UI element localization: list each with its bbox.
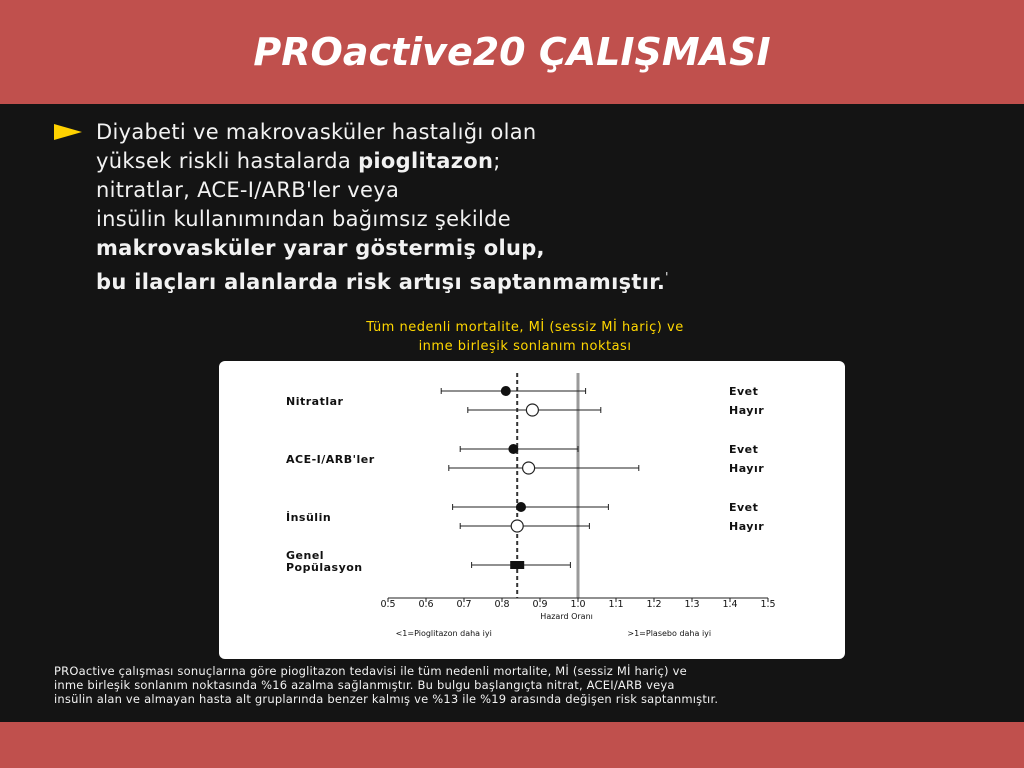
bullet-text (96, 118, 976, 297)
row-status-label: Evet (729, 501, 759, 514)
point-estimate (510, 561, 524, 569)
point-estimate (501, 386, 511, 396)
bullet-line-3: nitratlar, ACE-I/ARB'ler veya (96, 178, 400, 202)
x-tick-label: 0.8 (494, 599, 510, 610)
bullet-pioglitazon: pioglitazon (358, 149, 494, 173)
bullet-line-2: yüksek riskli hastalarda pioglitazon; (96, 149, 501, 173)
favor-left-label: <1=Pioglitazon daha iyi (395, 629, 492, 638)
footnote-line-2: inme birleşik sonlanım noktasında %16 azalma sağlanmıştır. Bu bulgu başlangıçta nitrat, ACEI/ARB veya (54, 678, 675, 692)
footnote-line-1: PROactive çalışması sonuçlarına göre pioglitazon tedavisi ile tüm nedenli mortalite, Mİ (sessiz Mİ hariç) ve (54, 664, 687, 678)
x-tick-label: 1.5 (760, 599, 776, 610)
group-label: Genel (286, 549, 325, 562)
favor-right-label: >1=Plasebo daha iyi (627, 629, 712, 638)
group-label: Popülasyon (286, 561, 363, 574)
row-status-label: Hayır (729, 520, 765, 533)
row-status-label: Hayır (729, 404, 765, 417)
bullet-line-6: bu ilaçları alanlarda risk artışı saptanmamıştır.' (96, 270, 669, 294)
bullet-line-1: Diyabeti ve makrovasküler hastalığı olan (96, 120, 537, 144)
x-tick-label: 0.7 (456, 599, 472, 610)
x-tick-label: 1.3 (684, 599, 700, 610)
chart-title (220, 318, 830, 356)
x-tick-label: 1.0 (570, 599, 586, 610)
group-label: Nitratlar (286, 395, 344, 408)
point-estimate (511, 520, 523, 532)
forest-plot-panel (219, 361, 845, 659)
footnote (54, 664, 1014, 706)
footnote-line-3: insülin alan ve almayan hasta alt gruplarında benzer kalmış ve %13 ile %19 arasında değişen risk saptanmıştır. (54, 692, 719, 706)
group-label: İnsülin (286, 511, 332, 524)
x-tick-label: 0.6 (418, 599, 434, 610)
point-estimate (526, 404, 538, 416)
row-status-label: Evet (729, 385, 759, 398)
point-estimate (516, 502, 526, 512)
point-estimate (508, 444, 518, 454)
row-status-label: Evet (729, 443, 759, 456)
bullet-line-4: insülin kullanımından bağımsız şekilde (96, 207, 511, 231)
x-tick-label: 1.2 (646, 599, 662, 610)
x-tick-label: 1.1 (608, 599, 624, 610)
x-tick-label: 0.9 (532, 599, 548, 610)
x-axis-label: Hazard Oranı (540, 612, 593, 621)
group-label: ACE-I/ARB'ler (286, 453, 375, 466)
chart-title-line-1: Tüm nedenli mortalite, Mİ (sessiz Mİ hariç) ve (366, 320, 684, 335)
x-tick-label: 0.5 (380, 599, 396, 610)
footer-bar (0, 722, 1024, 768)
x-tick-label: 1.4 (722, 599, 738, 610)
slide-title: PROactive20 ÇALIŞMASI (253, 30, 771, 74)
point-estimate (523, 462, 535, 474)
chart-title-line-2: inme birleşik sonlanım noktası (418, 339, 632, 354)
bullet-line-5: makrovasküler yarar göstermiş olup, (96, 236, 545, 260)
forest-plot (219, 361, 845, 659)
bullet-arrow-icon (54, 124, 82, 140)
row-status-label: Hayır (729, 462, 765, 475)
